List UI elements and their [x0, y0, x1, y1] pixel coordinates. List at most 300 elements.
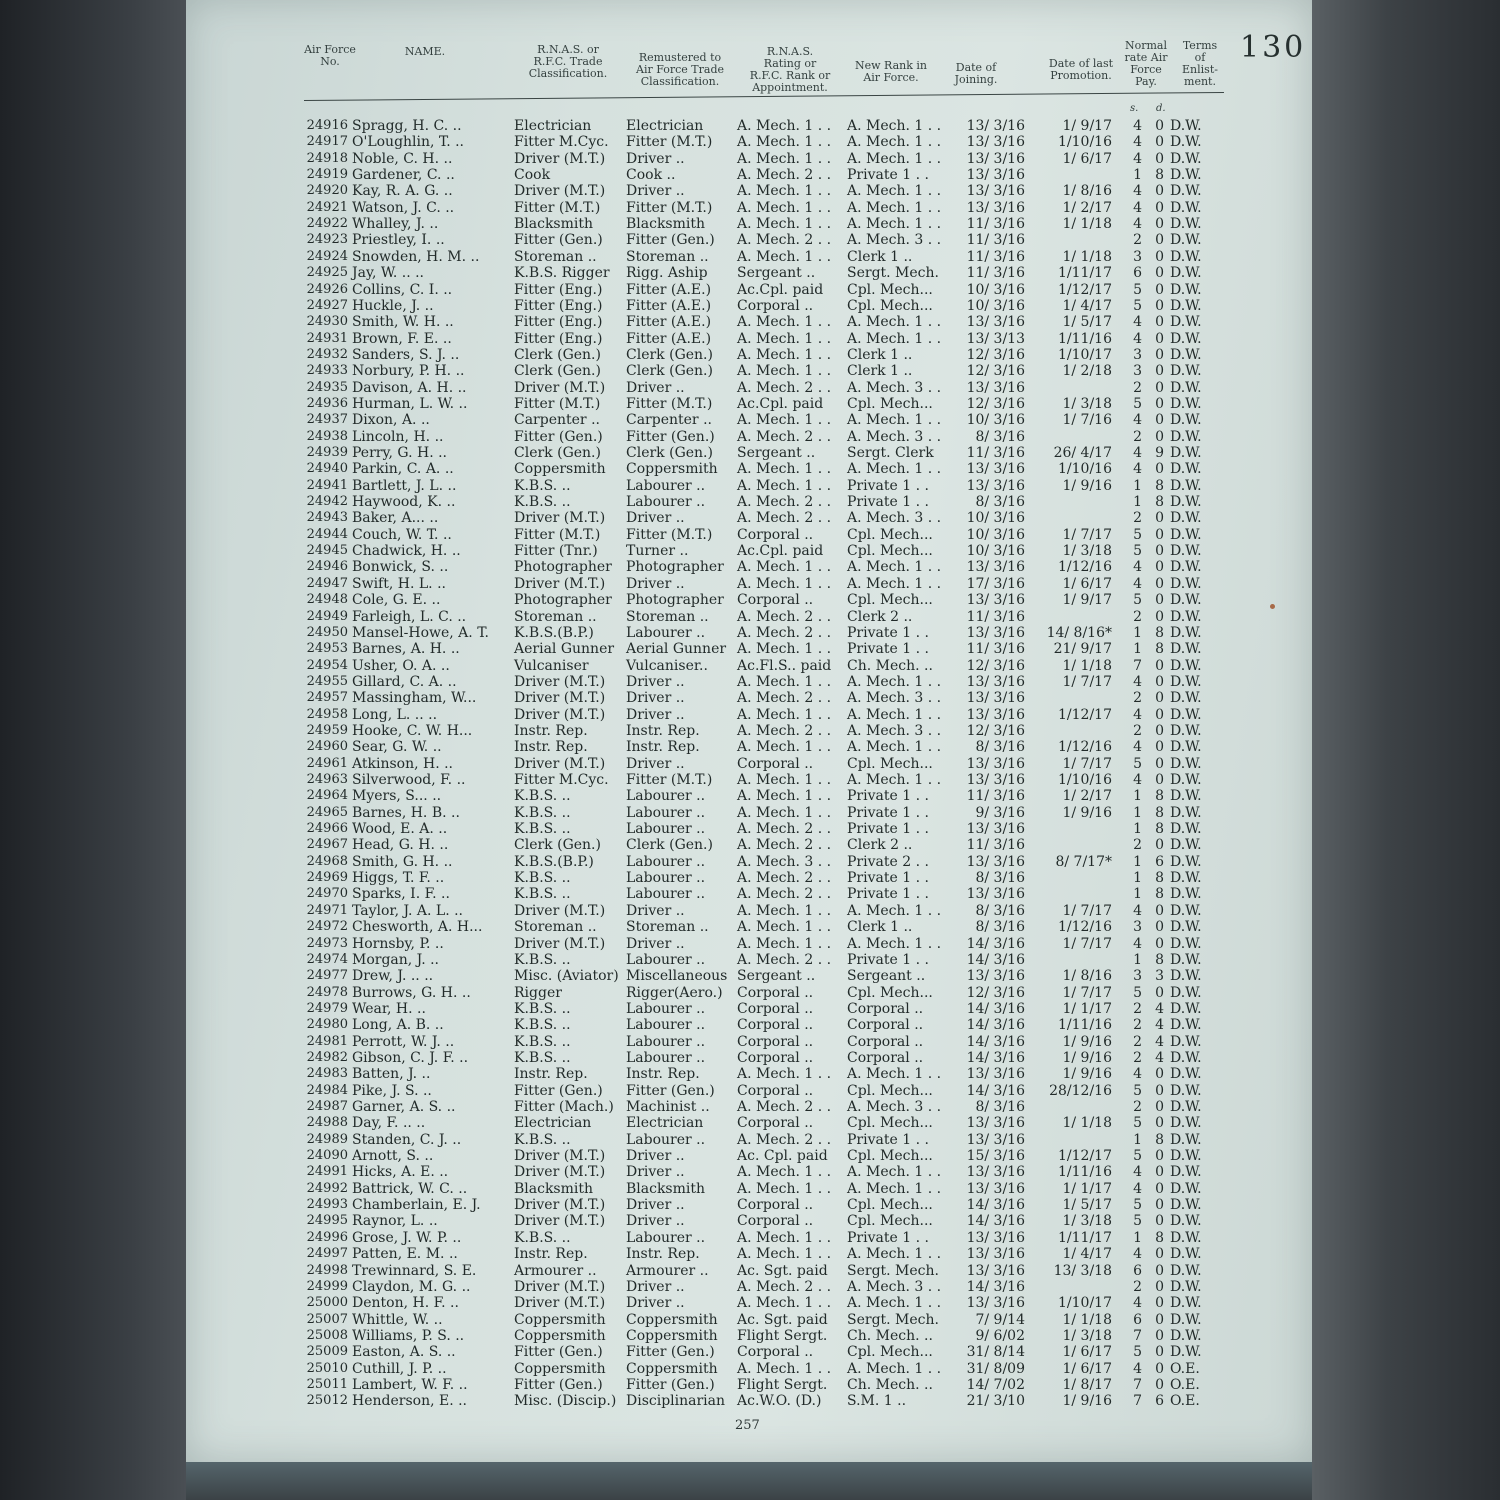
- ledger-row: [0, 592, 1500, 608]
- entry-name: Hooke, C. W. H...: [352, 722, 473, 739]
- entry-pay-shillings: 2: [1133, 510, 1142, 527]
- entry-date-joining: 13/ 3/16: [966, 853, 1025, 870]
- entry-trade: Rigger: [514, 984, 562, 1001]
- ledger-row: [0, 412, 1500, 428]
- entry-name: Noble, C. H. ..: [352, 150, 453, 167]
- entry-date-joining: 12/ 3/16: [966, 395, 1025, 412]
- entry-date-joining: 13/ 3/16: [966, 624, 1025, 641]
- entry-name: Norbury, P. H. ..: [352, 363, 465, 380]
- entry-date-joining: 12/ 3/16: [966, 657, 1025, 674]
- entry-terms: D.W.: [1170, 968, 1202, 985]
- entry-pay-shillings: 4: [1133, 118, 1142, 134]
- entry-rating: A. Mech. 2 . .: [737, 624, 832, 641]
- entry-pay-pence: 0: [1155, 608, 1164, 625]
- entry-date-joining: 14/ 3/16: [966, 1082, 1025, 1099]
- entry-name: Trewinnard, S. E.: [352, 1262, 477, 1279]
- entry-name: Whalley, J. ..: [352, 216, 439, 233]
- entry-rating: Ac. Sgt. paid: [737, 1311, 828, 1328]
- entry-remustered: Disciplinarian: [626, 1393, 726, 1410]
- entry-pay-pence: 0: [1155, 673, 1164, 690]
- entry-date-promotion: 1/ 9/16: [1062, 1049, 1112, 1066]
- entry-number: 24942: [306, 494, 348, 510]
- entry-remustered: Driver ..: [626, 706, 685, 723]
- entry-number: 24938: [306, 428, 348, 444]
- ledger-row: [0, 167, 1500, 183]
- entry-date-joining: 13/ 3/16: [966, 1180, 1025, 1197]
- entry-pay-pence: 4: [1155, 1049, 1164, 1066]
- entry-pay-pence: 0: [1155, 1376, 1164, 1393]
- entry-pay-shillings: 7: [1133, 1327, 1142, 1344]
- entry-remustered: Labourer ..: [626, 477, 706, 494]
- entry-number: 24967: [306, 837, 348, 853]
- entry-rating: A. Mech. 1 . .: [737, 673, 832, 690]
- entry-date-joining: 9/ 3/16: [975, 804, 1025, 821]
- entry-terms: D.W.: [1170, 722, 1202, 739]
- ledger-row: [0, 756, 1500, 772]
- entry-terms: D.W.: [1170, 232, 1202, 249]
- entry-date-joining: 12/ 3/16: [966, 363, 1025, 380]
- entry-pay-shillings: 7: [1133, 1393, 1142, 1410]
- entry-pay-pence: 0: [1155, 1099, 1164, 1115]
- entry-trade: Driver (M.T.): [514, 673, 606, 690]
- ledger-row: [0, 494, 1500, 510]
- ledger-row: [0, 936, 1500, 952]
- entry-number: 25000: [306, 1295, 348, 1311]
- ledger-row: [0, 952, 1500, 968]
- ledger-row: [0, 625, 1500, 641]
- entry-terms: D.W.: [1170, 1262, 1202, 1279]
- entry-new-rank: A. Mech. 3 . .: [847, 232, 942, 249]
- entry-pay-shillings: 4: [1133, 134, 1142, 151]
- entry-pay-shillings: 3: [1133, 363, 1142, 380]
- entry-remustered: Instr. Rep.: [626, 722, 700, 739]
- entry-rating: A. Mech. 1 . .: [737, 772, 832, 788]
- entry-number: 24969: [306, 870, 348, 886]
- ledger-row: [0, 249, 1500, 265]
- entry-new-rank: A. Mech. 1 . .: [847, 739, 942, 756]
- entry-date-joining: 12/ 3/16: [966, 984, 1025, 1001]
- entry-terms: D.W.: [1170, 951, 1202, 968]
- entry-date-joining: 10/ 3/16: [966, 297, 1025, 314]
- entry-new-rank: Private 1 . .: [847, 1131, 929, 1148]
- entry-pay-pence: 0: [1155, 281, 1164, 298]
- entry-pay-pence: 0: [1155, 232, 1164, 249]
- entry-remustered: Fitter (M.T.): [626, 526, 713, 543]
- entry-new-rank: A. Mech. 3 . .: [847, 510, 942, 527]
- footer-page-number: 257: [735, 1418, 760, 1433]
- header-af-no: Air Force No.: [304, 43, 356, 68]
- entry-name: Arnott, S. ..: [352, 1148, 434, 1165]
- header-remustered: Remustered to Air Force Trade Classification.: [636, 51, 724, 88]
- entry-date-promotion: 8/ 7/17*: [1055, 853, 1112, 870]
- entry-pay-pence: 0: [1155, 543, 1164, 560]
- entry-new-rank: Cpl. Mech...: [847, 1213, 933, 1230]
- entry-name: Davison, A. H. ..: [352, 379, 467, 396]
- entry-pay-pence: 0: [1155, 1180, 1164, 1197]
- entry-number: 24961: [306, 755, 348, 771]
- entry-pay-shillings: 1: [1133, 886, 1142, 903]
- entry-terms: D.W.: [1170, 314, 1202, 331]
- entry-date-joining: 31/ 8/09: [966, 1360, 1025, 1377]
- entry-pay-shillings: 2: [1133, 1000, 1142, 1017]
- entry-remustered: Fitter (M.T.): [626, 395, 713, 412]
- entry-remustered: Labourer ..: [626, 1017, 706, 1034]
- entry-terms: D.W.: [1170, 199, 1202, 216]
- entry-new-rank: A. Mech. 3 . .: [847, 428, 942, 445]
- entry-trade: Fitter (Mach.): [514, 1099, 614, 1115]
- entry-pay-pence: 0: [1155, 1213, 1164, 1230]
- entry-pay-shillings: 5: [1133, 543, 1142, 560]
- entry-date-promotion: 1/ 6/17: [1062, 150, 1112, 167]
- entry-rating: Ac.Fl.S.. paid: [737, 657, 832, 674]
- entry-date-joining: 13/ 3/16: [966, 1066, 1025, 1083]
- entry-name: Snowden, H. M. ..: [352, 248, 480, 265]
- entry-pay-shillings: 7: [1133, 1376, 1142, 1393]
- entry-rating: A. Mech. 1 . .: [737, 575, 832, 592]
- entry-new-rank: A. Mech. 1 . .: [847, 1295, 942, 1312]
- entry-remustered: Photographer: [626, 592, 724, 609]
- entry-number: 24953: [306, 641, 348, 657]
- entry-rating: A. Mech. 1 . .: [737, 118, 832, 134]
- entry-date-joining: 13/ 3/16: [966, 592, 1025, 609]
- entry-rating: Corporal ..: [737, 1033, 814, 1050]
- entry-pay-shillings: 1: [1133, 494, 1142, 511]
- page-number: 130: [1240, 30, 1307, 65]
- header-trade: R.N.A.S. or R.F.C. Trade Classification.: [528, 43, 608, 80]
- entry-remustered: Labourer ..: [626, 1033, 706, 1050]
- entry-trade: Driver (M.T.): [514, 1278, 606, 1295]
- entry-remustered: Labourer ..: [626, 804, 706, 821]
- entry-date-joining: 13/ 3/16: [966, 134, 1025, 151]
- entry-rating: A. Mech. 2 . .: [737, 379, 832, 396]
- entry-remustered: Driver ..: [626, 1148, 685, 1165]
- entry-new-rank: A. Mech. 1 . .: [847, 575, 942, 592]
- entry-date-promotion: 1/ 3/18: [1062, 1213, 1112, 1230]
- entry-remustered: Fitter (Gen.): [626, 1376, 715, 1393]
- entry-date-joining: 14/ 7/02: [966, 1376, 1025, 1393]
- ledger-row: [0, 1295, 1500, 1311]
- entry-rating: A. Mech. 2 . .: [737, 690, 832, 707]
- entry-pay-pence: 0: [1155, 150, 1164, 167]
- ledger-row: [0, 510, 1500, 526]
- entry-date-promotion: 1/10/16: [1058, 772, 1112, 788]
- entry-pay-pence: 0: [1155, 134, 1164, 151]
- entry-terms: D.W.: [1170, 1115, 1202, 1132]
- entry-pay-pence: 8: [1155, 951, 1164, 968]
- entry-date-promotion: 13/ 3/18: [1053, 1262, 1112, 1279]
- entry-date-joining: 21/ 3/10: [966, 1393, 1025, 1410]
- entry-rating: A. Mech. 2 . .: [737, 608, 832, 625]
- entry-pay-shillings: 2: [1133, 690, 1142, 707]
- entry-remustered: Labourer ..: [626, 853, 706, 870]
- entry-pay-shillings: 4: [1133, 412, 1142, 429]
- entry-date-promotion: 1/ 5/17: [1062, 1197, 1112, 1214]
- ledger-row: [0, 232, 1500, 248]
- entry-rating: A. Mech. 1 . .: [737, 902, 832, 919]
- entry-date-joining: 9/ 6/02: [975, 1327, 1025, 1344]
- entry-number: 24926: [306, 281, 348, 297]
- entry-number: 24927: [306, 297, 348, 313]
- entry-pay-shillings: 4: [1133, 559, 1142, 576]
- ledger-row: [0, 151, 1500, 167]
- entry-pay-pence: 8: [1155, 494, 1164, 511]
- entry-date-promotion: 1/ 9/16: [1062, 1393, 1112, 1410]
- entry-new-rank: A. Mech. 1 . .: [847, 1066, 942, 1083]
- entry-remustered: Clerk (Gen.): [626, 445, 713, 461]
- entry-date-promotion: 21/ 9/17: [1053, 641, 1112, 658]
- entry-remustered: Driver ..: [626, 150, 685, 167]
- entry-new-rank: Corporal ..: [847, 1000, 924, 1017]
- ledger-row: [0, 1263, 1500, 1279]
- entry-name: Smith, W. H. ..: [352, 314, 454, 331]
- entry-new-rank: Clerk 2 ..: [847, 837, 913, 854]
- entry-pay-pence: 8: [1155, 641, 1164, 658]
- entry-trade: Clerk (Gen.): [514, 363, 601, 380]
- entry-new-rank: Cpl. Mech...: [847, 1082, 933, 1099]
- entry-name: Spragg, H. C. ..: [352, 118, 462, 134]
- ledger-row: [0, 674, 1500, 690]
- entry-number: 24980: [306, 1017, 348, 1033]
- entry-name: Brown, F. E. ..: [352, 330, 452, 347]
- entry-new-rank: Private 1 . .: [847, 641, 929, 658]
- entry-new-rank: A. Mech. 1 . .: [847, 1360, 942, 1377]
- entry-date-joining: 13/ 3/16: [966, 821, 1025, 838]
- entry-new-rank: A. Mech. 1 . .: [847, 559, 942, 576]
- entry-trade: Driver (M.T.): [514, 1295, 606, 1312]
- entry-pay-shillings: 5: [1133, 281, 1142, 298]
- entry-terms: D.W.: [1170, 608, 1202, 625]
- entry-terms: D.W.: [1170, 118, 1202, 134]
- entry-date-joining: 14/ 3/16: [966, 1017, 1025, 1034]
- entry-rating: A. Mech. 1 . .: [737, 199, 832, 216]
- entry-remustered: Coppersmith: [626, 461, 718, 478]
- ledger-row: [0, 445, 1500, 461]
- entry-pay-pence: 0: [1155, 412, 1164, 429]
- entry-pay-shillings: 4: [1133, 1246, 1142, 1263]
- entry-new-rank: A. Mech. 1 . .: [847, 706, 942, 723]
- entry-new-rank: A. Mech. 3 . .: [847, 1099, 942, 1115]
- entry-rating: A. Mech. 1 . .: [737, 919, 832, 936]
- entry-date-promotion: 1/ 1/18: [1062, 1311, 1112, 1328]
- entry-pay-shillings: 1: [1133, 1131, 1142, 1148]
- entry-number: 24954: [306, 657, 348, 673]
- entry-remustered: Turner ..: [626, 543, 689, 560]
- entry-date-joining: 8/ 3/16: [975, 739, 1025, 756]
- entry-trade: K.B.S. ..: [514, 1000, 571, 1017]
- entry-pay-shillings: 4: [1133, 314, 1142, 331]
- entry-name: Batten, J. ..: [352, 1066, 431, 1083]
- entry-date-promotion: 1/11/16: [1058, 1017, 1112, 1034]
- entry-name: Baker, A... ..: [352, 510, 439, 527]
- entry-rating: A. Mech. 1 . .: [737, 150, 832, 167]
- entry-date-promotion: 26/ 4/17: [1053, 445, 1112, 461]
- entry-number: 24932: [306, 346, 348, 362]
- entry-date-joining: 13/ 3/16: [966, 755, 1025, 772]
- entry-name: Sear, G. W. ..: [352, 739, 442, 756]
- entry-name: Silverwood, F. ..: [352, 772, 466, 788]
- entry-terms: D.W.: [1170, 886, 1202, 903]
- entry-new-rank: Cpl. Mech...: [847, 281, 933, 298]
- entry-terms: D.W.: [1170, 772, 1202, 788]
- entry-number: 24974: [306, 951, 348, 967]
- entry-terms: D.W.: [1170, 739, 1202, 756]
- entry-remustered: Driver ..: [626, 1213, 685, 1230]
- ledger-row: [0, 609, 1500, 625]
- entry-remustered: Labourer ..: [626, 951, 706, 968]
- entry-rating: Corporal ..: [737, 1344, 814, 1361]
- entry-rating: Corporal ..: [737, 1000, 814, 1017]
- entry-terms: D.W.: [1170, 706, 1202, 723]
- entry-pay-shillings: 7: [1133, 657, 1142, 674]
- entry-new-rank: Private 1 . .: [847, 167, 929, 184]
- entry-number: 25007: [306, 1311, 348, 1327]
- entry-name: Huckle, J. ..: [352, 297, 434, 314]
- entry-new-rank: Cpl. Mech...: [847, 543, 933, 560]
- entry-terms: D.W.: [1170, 821, 1202, 838]
- entry-number: 24997: [306, 1246, 348, 1262]
- entry-name: Long, A. B. ..: [352, 1017, 444, 1034]
- ledger-row: [0, 183, 1500, 199]
- entry-date-joining: 8/ 3/16: [975, 1099, 1025, 1115]
- entry-name: Lambert, W. F. ..: [352, 1376, 468, 1393]
- ledger-row: [0, 1246, 1500, 1262]
- entry-name: Myers, S... ..: [352, 788, 442, 805]
- entry-date-promotion: 1/ 4/17: [1062, 297, 1112, 314]
- entry-date-promotion: 1/ 9/16: [1062, 477, 1112, 494]
- entry-pay-pence: 8: [1155, 788, 1164, 805]
- entry-pay-pence: 0: [1155, 1082, 1164, 1099]
- entry-new-rank: Clerk 1 ..: [847, 363, 913, 380]
- entry-date-promotion: 1/10/17: [1058, 1295, 1112, 1312]
- entry-terms: D.W.: [1170, 1344, 1202, 1361]
- entry-number: 24922: [306, 216, 348, 232]
- entry-new-rank: A. Mech. 1 . .: [847, 199, 942, 216]
- entry-date-joining: 8/ 3/16: [975, 494, 1025, 511]
- entry-terms: D.W.: [1170, 575, 1202, 592]
- entry-remustered: Driver ..: [626, 755, 685, 772]
- entry-rating: A. Mech. 1 . .: [737, 935, 832, 952]
- entry-rating: A. Mech. 2 . .: [737, 870, 832, 887]
- entry-rating: Corporal ..: [737, 1082, 814, 1099]
- entry-terms: O.E.: [1170, 1360, 1200, 1377]
- entry-terms: D.W.: [1170, 804, 1202, 821]
- entry-new-rank: A. Mech. 1 . .: [847, 330, 942, 347]
- entry-rating: A. Mech. 1 . .: [737, 183, 832, 200]
- entry-pay-pence: 8: [1155, 1229, 1164, 1246]
- entry-pay-pence: 0: [1155, 1197, 1164, 1214]
- ledger-row: [0, 1099, 1500, 1115]
- entry-remustered: Labourer ..: [626, 1000, 706, 1017]
- entry-name: Drew, J. .. ..: [352, 968, 434, 985]
- entry-pay-pence: 6: [1155, 1393, 1164, 1410]
- entry-new-rank: Cpl. Mech...: [847, 592, 933, 609]
- entry-date-joining: 13/ 3/16: [966, 183, 1025, 200]
- entry-number: 24963: [306, 772, 348, 787]
- entry-pay-pence: 8: [1155, 886, 1164, 903]
- entry-name: Bonwick, S. ..: [352, 559, 449, 576]
- ledger-row: [0, 1279, 1500, 1295]
- entry-terms: D.W.: [1170, 1311, 1202, 1328]
- entry-trade: Fitter (Gen.): [514, 1376, 603, 1393]
- entry-date-joining: 13/ 3/16: [966, 1131, 1025, 1148]
- entry-number: 24917: [306, 134, 348, 150]
- entry-pay-shillings: 1: [1133, 804, 1142, 821]
- entry-name: Collins, C. I. ..: [352, 281, 453, 298]
- entry-date-joining: 11/ 3/16: [966, 837, 1025, 854]
- entry-trade: Driver (M.T.): [514, 690, 606, 707]
- entry-pay-pence: 0: [1155, 837, 1164, 854]
- entry-trade: K.B.S. ..: [514, 1229, 571, 1246]
- entry-trade: Fitter (Gen.): [514, 232, 603, 249]
- entry-terms: D.W.: [1170, 984, 1202, 1001]
- entry-pay-shillings: 3: [1133, 248, 1142, 265]
- entry-pay-shillings: 1: [1133, 821, 1142, 838]
- entry-name: Massingham, W...: [352, 690, 477, 707]
- entry-name: Priestley, I. ..: [352, 232, 445, 249]
- entry-trade: K.B.S.(B.P.): [514, 853, 594, 870]
- entry-trade: Storeman ..: [514, 608, 597, 625]
- entry-trade: Vulcaniser: [514, 657, 589, 674]
- entry-trade: K.B.S. Rigger: [514, 265, 610, 282]
- ledger-row: [0, 559, 1500, 575]
- entry-date-promotion: 1/11/17: [1058, 265, 1112, 282]
- entry-number: 24972: [306, 919, 348, 935]
- entry-pay-shillings: 1: [1133, 1229, 1142, 1246]
- entry-remustered: Driver ..: [626, 1197, 685, 1214]
- ledger-row: [0, 788, 1500, 804]
- entry-remustered: Labourer ..: [626, 1049, 706, 1066]
- entry-date-promotion: 1/ 1/18: [1062, 216, 1112, 233]
- entry-date-promotion: 1/ 6/17: [1062, 575, 1112, 592]
- entry-new-rank: A. Mech. 1 . .: [847, 1180, 942, 1197]
- entry-name: Williams, P. S. ..: [352, 1327, 465, 1344]
- entry-new-rank: A. Mech. 1 . .: [847, 1246, 942, 1263]
- entry-number: 24920: [306, 183, 348, 199]
- entry-new-rank: Ch. Mech. ..: [847, 1376, 933, 1393]
- entry-trade: Fitter (Eng.): [514, 297, 603, 314]
- entry-remustered: Clerk (Gen.): [626, 363, 713, 380]
- entry-trade: Misc. (Discip.): [514, 1393, 617, 1410]
- entry-date-joining: 31/ 8/14: [966, 1344, 1025, 1361]
- entry-pay-pence: 0: [1155, 1327, 1164, 1344]
- entry-name: Mansel-Howe, A. T.: [352, 624, 489, 641]
- entry-date-promotion: 1/ 8/16: [1062, 968, 1112, 985]
- entry-new-rank: Private 1 . .: [847, 477, 929, 494]
- entry-date-promotion: 1/ 1/17: [1062, 1000, 1112, 1017]
- entry-rating: A. Mech. 1 . .: [737, 330, 832, 347]
- entry-date-joining: 10/ 3/16: [966, 526, 1025, 543]
- entry-number: 24958: [306, 706, 348, 722]
- entry-pay-pence: 0: [1155, 755, 1164, 772]
- ledger-row: [0, 1328, 1500, 1344]
- entry-rating: Flight Sergt.: [737, 1327, 828, 1344]
- entry-name: Lincoln, H. ..: [352, 428, 444, 445]
- entry-number: 24921: [306, 199, 348, 215]
- entry-terms: D.W.: [1170, 870, 1202, 887]
- entry-trade: Driver (M.T.): [514, 706, 606, 723]
- entry-pay-shillings: 4: [1133, 150, 1142, 167]
- entry-date-promotion: 1/10/16: [1058, 461, 1112, 478]
- entry-trade: Driver (M.T.): [514, 1197, 606, 1214]
- entry-date-promotion: 1/11/17: [1058, 1229, 1112, 1246]
- entry-terms: D.W.: [1170, 1033, 1202, 1050]
- entry-terms: D.W.: [1170, 346, 1202, 363]
- entry-pay-pence: 0: [1155, 935, 1164, 952]
- entry-trade: Blacksmith: [514, 1180, 594, 1197]
- entry-pay-pence: 0: [1155, 559, 1164, 576]
- entry-trade: Blacksmith: [514, 216, 594, 233]
- entry-number: 24935: [306, 379, 348, 395]
